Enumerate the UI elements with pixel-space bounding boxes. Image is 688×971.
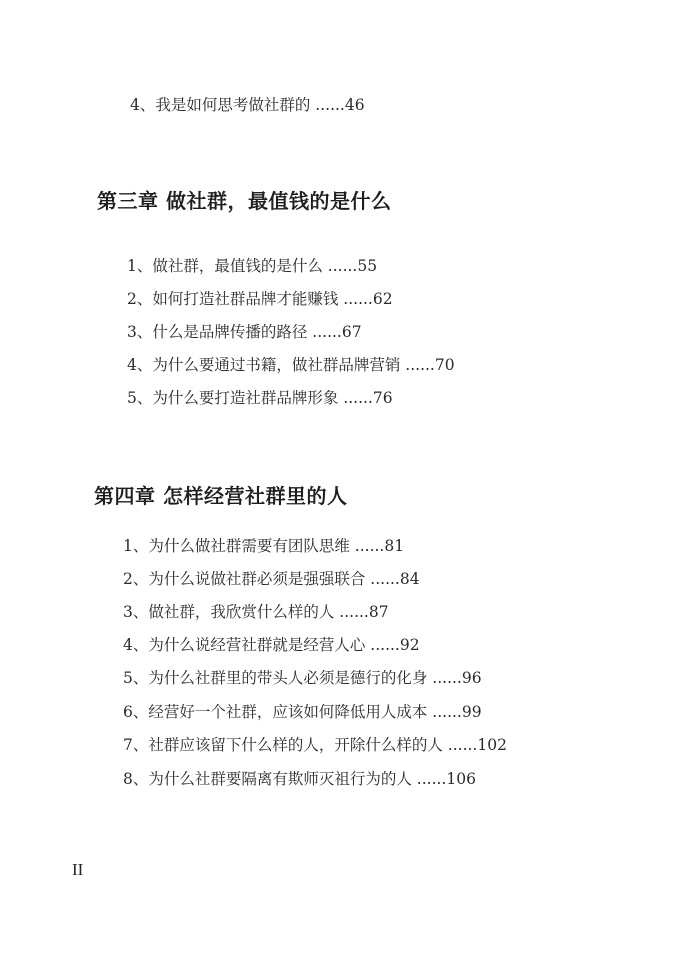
toc-item: 8、为什么社群要隔离有欺师灭祖行为的人 ......106 xyxy=(123,770,476,788)
toc-item: 2、如何打造社群品牌才能赚钱 ......62 xyxy=(127,290,393,308)
toc-item: 4、为什么说经营社群就是经营人心 ......92 xyxy=(123,636,420,654)
page-number: II xyxy=(72,860,84,879)
toc-item: 1、为什么做社群需要有团队思维 ......81 xyxy=(123,537,405,555)
chapter-3-title: 第三章 做社群，最值钱的是什么 xyxy=(97,189,392,213)
toc-item: 2、为什么说做社群必须是强强联合 ......84 xyxy=(123,570,420,588)
toc-item: 4、为什么要通过书籍，做社群品牌营销 ......70 xyxy=(127,356,455,374)
toc-item: 7、社群应该留下什么样的人，开除什么样的人 ......102 xyxy=(123,736,507,754)
toc-item: 5、为什么社群里的带头人必须是德行的化身 ......96 xyxy=(123,669,482,687)
toc-item: 3、做社群，我欣赏什么样的人 ......87 xyxy=(123,603,389,621)
toc-item: 5、为什么要打造社群品牌形象 ......76 xyxy=(127,389,393,407)
chapter-4-title: 第四章 怎样经营社群里的人 xyxy=(94,484,348,508)
toc-item: 1、做社群，最值钱的是什么 ......55 xyxy=(127,257,378,275)
toc-item: 4、我是如何思考做社群的 ......46 xyxy=(130,96,365,114)
toc-item: 3、什么是品牌传播的路径 ......67 xyxy=(127,323,362,341)
toc-item: 6、经营好一个社群，应该如何降低用人成本 ......99 xyxy=(123,703,482,721)
